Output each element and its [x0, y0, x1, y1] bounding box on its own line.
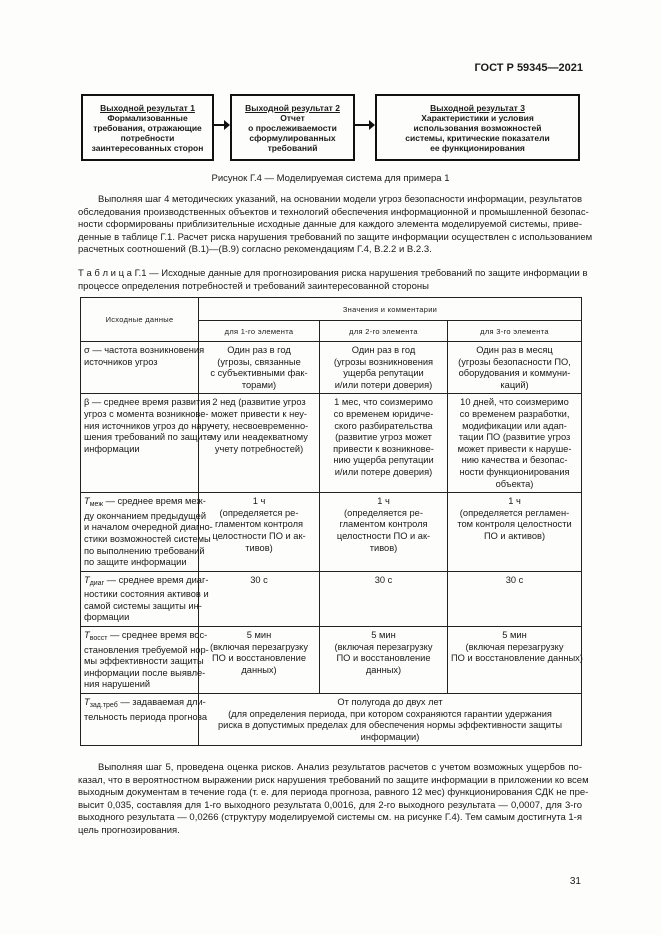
text-line: (угрозы возникновения: [333, 356, 434, 367]
text-line: стики возможностей системы: [84, 533, 211, 544]
text-line: ду окончанием предыдущей: [84, 510, 207, 521]
text-line: ния источников угроз до нару-: [84, 420, 215, 431]
text-line: целостности ПО и ак-: [336, 530, 431, 541]
text-line: информации после выявле-: [84, 667, 206, 678]
text-fragment: — среднее время вос-: [110, 630, 208, 641]
text-line: (для определения периода, при котором сохраняются гарантии удержания: [228, 708, 552, 719]
text-line: чету, несвоевременно-: [209, 420, 309, 431]
param-cell: [81, 493, 213, 572]
text-line: 1 ч: [252, 496, 266, 507]
text-line: ПО и восстановление: [336, 653, 431, 664]
text-line: гламентом контроля: [214, 519, 304, 530]
text-line: тивов): [369, 542, 398, 553]
text-line: том контроля целостности: [457, 519, 572, 530]
box-line: о прослеживаемости: [248, 122, 337, 133]
text-line: ущерба репутации: [343, 368, 424, 379]
box-line: Формализованные: [107, 112, 188, 123]
text-line: самой системы защиты ин-: [84, 600, 202, 611]
figure-diagram: [81, 94, 580, 161]
param-cell: [81, 342, 205, 394]
text-line: риска в допустимых пределах для обеспечения нормы эффективности защиты: [217, 720, 563, 731]
text-line: казал, что в вероятностном выражении риск нарушения требований по защите информации в приложении ко всем: [78, 774, 589, 786]
header-column: для 3-го элемента: [448, 321, 582, 342]
text-line: (включая перезагрузку: [210, 641, 308, 652]
text-line: информации: [84, 443, 140, 454]
text-line: источников угроз: [84, 356, 158, 367]
text-line: формации: [84, 612, 130, 623]
symbol: T: [84, 697, 90, 708]
value-cell: [448, 627, 582, 694]
value-cell: [320, 571, 448, 626]
text-line: процессе определения потребностей и требований заинтересованной стороны: [78, 280, 429, 292]
paragraph-step-5: [78, 762, 589, 838]
text-line: учету потребностей): [214, 443, 304, 454]
text-line: σ — частота возникновения: [84, 345, 205, 355]
text-line: обследования производственных объектов и технологий обеспечения информационной и промышленной безопас-: [78, 206, 589, 218]
header-column: для 1-го элемента: [199, 321, 320, 342]
text-line: цель прогнозирования.: [78, 824, 180, 836]
text-line: ПО и восстановление: [211, 653, 307, 664]
output-box-3: [375, 94, 580, 161]
output-box-1: [81, 94, 214, 161]
header-column: для 2-го элемента: [320, 321, 448, 342]
value-cell: [199, 342, 320, 394]
text-line: [84, 574, 209, 590]
figure-caption: Рисунок Г.4 — Моделируемая система для примера 1: [211, 173, 450, 184]
text-line: 5 мин: [246, 630, 272, 641]
text-line: денные в таблице Г.1. Расчет риска нарушения требований по защите информации осуществлен с использованием: [78, 231, 593, 243]
text-line: шения требований по защите: [84, 432, 213, 443]
text-line: выходного результата — 0,0266 (структуру моделируемой системы см. на рисунке Г.4). Тем самым достигнута 1-я: [78, 812, 582, 824]
symbol: T: [84, 630, 90, 641]
text-line: мы эффективности защиты: [84, 656, 204, 667]
text-line: тельность периода прогноза: [84, 711, 208, 722]
value-cell: [199, 627, 320, 694]
text-line: и/или потери доверия): [334, 379, 433, 390]
initial-data-table: [80, 297, 582, 746]
text-line: по выполнению требований: [84, 545, 205, 556]
text-line: информации): [360, 731, 420, 742]
text-line: Один раз в год: [227, 345, 291, 355]
text-line: Один раз в год: [351, 345, 416, 355]
text-line: нию качества и безопас-: [461, 455, 568, 466]
text-line: нию ущерба репутации: [333, 455, 434, 466]
text-line: по защите информации: [84, 557, 187, 568]
text-line: 2 нед (развитие угроз: [212, 397, 306, 408]
output-box-2: [230, 94, 355, 161]
text-line: 5 мин: [371, 630, 396, 641]
table-row: [81, 694, 582, 746]
header-values: Значения и комментарии: [199, 298, 582, 321]
text-line: гламентом контроля: [339, 519, 428, 530]
text-line: расчетных соотношений (В.1)—(В.9) согласно рекомендациям Г.4, В.2.2 и В.2.3.: [78, 244, 432, 256]
paragraph-step-4: [78, 194, 593, 257]
symbol: T: [84, 574, 90, 585]
table-row: [81, 493, 582, 572]
arrow-right-icon: [355, 124, 374, 126]
value-cell: [320, 342, 448, 394]
text-line: (включая перезагрузку: [465, 641, 564, 652]
text-line: β — среднее время развития: [84, 397, 211, 408]
box-line: Характеристики и условия: [421, 112, 534, 123]
text-line: 5 мин: [502, 630, 527, 641]
text-line: (угрозы безопасности ПО,: [458, 356, 571, 367]
value-cell: [448, 394, 582, 493]
text-line: угроз с момента возникнове-: [84, 408, 209, 419]
box-line: потребности: [120, 132, 175, 143]
text-line: 30 с: [374, 574, 393, 585]
value-cell: [448, 493, 582, 572]
symbol-subscript: восст: [89, 635, 108, 643]
text-line: От полугода до двух лет: [337, 697, 443, 708]
box-title: Выходной результат 3: [430, 102, 525, 113]
table-row: [81, 394, 582, 493]
table-caption: [78, 268, 588, 293]
table-row: [81, 342, 582, 394]
text-line: целостности ПО и ак-: [212, 530, 306, 541]
text-line: объекта): [495, 478, 534, 489]
text-line: со временем разработки,: [459, 408, 570, 419]
text-line: (включая перезагрузку: [334, 641, 433, 652]
text-fragment: — среднее время диаг-: [106, 574, 209, 585]
page-number: 31: [569, 876, 581, 887]
text-line: с субъективными фак-: [210, 368, 308, 379]
text-fragment: — среднее время меж-: [105, 496, 206, 507]
text-line: Один раз в месяц: [476, 345, 553, 355]
text-line: каций): [500, 379, 529, 390]
symbol-subscript: зад.треб: [89, 702, 118, 710]
value-cell-merged: [199, 694, 582, 746]
text-line: модификации или адап-: [462, 420, 567, 431]
text-line: оборудования и коммуни-: [458, 368, 571, 379]
text-line: (определяется регламен-: [459, 507, 570, 518]
text-line: и/или потере доверия): [334, 466, 433, 477]
text-line: 10 дней, что соизмеримо: [460, 397, 569, 408]
text-line: и началом очередной диагно-: [84, 522, 213, 533]
text-line: (угрозы, связанные: [217, 356, 301, 367]
text-line: (развитие угроз может: [335, 432, 432, 443]
table-header-row: [81, 298, 582, 321]
text-fragment: — задаваемая дли-: [120, 697, 206, 708]
text-line: [84, 630, 208, 645]
text-line: высит 0,035, составляя для 1-го выходного результата 0,0016, для 2-го выходного результата — 0,0007, для 3-го: [78, 799, 582, 811]
value-cell: [320, 394, 448, 493]
document-header: ГОСТ Р 59345—2021: [474, 62, 583, 74]
text-line: 30 с: [250, 574, 268, 585]
text-line: привести к возникнове-: [333, 443, 434, 454]
text-line: Т а б л и ц а Г.1 — Исходные данные для прогнозирования риска нарушения требований по защите информации в: [78, 268, 588, 279]
box-line: требования, отражающие: [93, 122, 202, 133]
param-cell: [81, 394, 215, 493]
symbol: T: [84, 496, 90, 507]
text-line: тации ПО (развитие угроз: [458, 432, 571, 443]
text-line: может привести к наруше-: [457, 443, 572, 454]
value-cell: [448, 571, 582, 626]
box-title: Выходной результат 2: [245, 102, 340, 113]
box-title: Выходной результат 1: [100, 102, 195, 113]
value-cell: [199, 571, 320, 626]
text-line: [84, 496, 206, 511]
text-line: выходным документам в течение года (т. е. для периода прогноза, равного 12 мес) функционирования СДК не пре-: [78, 787, 589, 799]
text-line: 1 ч: [508, 496, 521, 507]
text-line: ности сформированы приблизительные исходные данные для каждого элемента моделируемой системы, приве-: [78, 219, 582, 231]
text-line: ния нарушений: [84, 679, 151, 690]
text-line: ности функционирования: [459, 466, 570, 477]
symbol-subscript: диаг: [89, 579, 105, 587]
text-line: Выполняя шаг 4 методических указаний, на основании модели угроз безопасности информации, результатов: [98, 194, 582, 205]
text-line: 1 мес, что соизмеримо: [334, 397, 433, 408]
param-cell: [81, 627, 209, 694]
box-line: ее функционирования: [430, 142, 525, 153]
text-line: тивов): [245, 542, 273, 553]
value-cell: [320, 627, 448, 694]
box-line: системы, критические показатели: [405, 132, 550, 143]
symbol-subscript: меж: [89, 501, 103, 509]
text-line: торами): [241, 379, 277, 390]
text-line: (определяется ре-: [344, 507, 423, 518]
text-line: [84, 697, 206, 712]
table-row: [81, 571, 582, 626]
text-line: может привести к неу-: [210, 408, 308, 419]
text-line: ПО и восстановление данных): [451, 653, 583, 664]
box-line: сформулированных: [249, 132, 336, 143]
text-line: Выполняя шаг 5, проведена оценка рисков. Анализ результатов расчетов с учетом возможных ущербов по-: [98, 762, 582, 773]
text-line: 30 с: [505, 574, 524, 585]
param-cell: [81, 571, 209, 626]
text-line: становления требуемой нор-: [84, 644, 209, 655]
header-param: Исходные данные: [81, 298, 199, 342]
box-line: заинтересованных сторон: [91, 142, 204, 153]
text-line: му или неадекватному: [210, 432, 308, 443]
param-cell: [81, 694, 208, 746]
text-line: ПО и активов): [483, 530, 546, 541]
box-line: использования возможностей: [413, 122, 542, 133]
text-line: данных): [365, 664, 402, 675]
arrow-right-icon: [214, 124, 229, 126]
value-cell: [320, 493, 448, 572]
text-line: ностики состояния активов и: [84, 589, 209, 600]
text-line: 1 ч: [377, 496, 390, 507]
value-cell: [199, 394, 320, 493]
value-cell: [448, 342, 582, 394]
text-line: данных): [241, 664, 277, 675]
table-row: [81, 627, 582, 694]
value-cell: [199, 493, 320, 572]
text-line: ского разбирательства: [334, 420, 433, 431]
box-line: Отчет: [280, 112, 305, 123]
text-line: (определяется ре-: [219, 507, 299, 518]
box-line: требований: [267, 142, 318, 153]
text-line: со временем юридиче-: [333, 408, 434, 419]
